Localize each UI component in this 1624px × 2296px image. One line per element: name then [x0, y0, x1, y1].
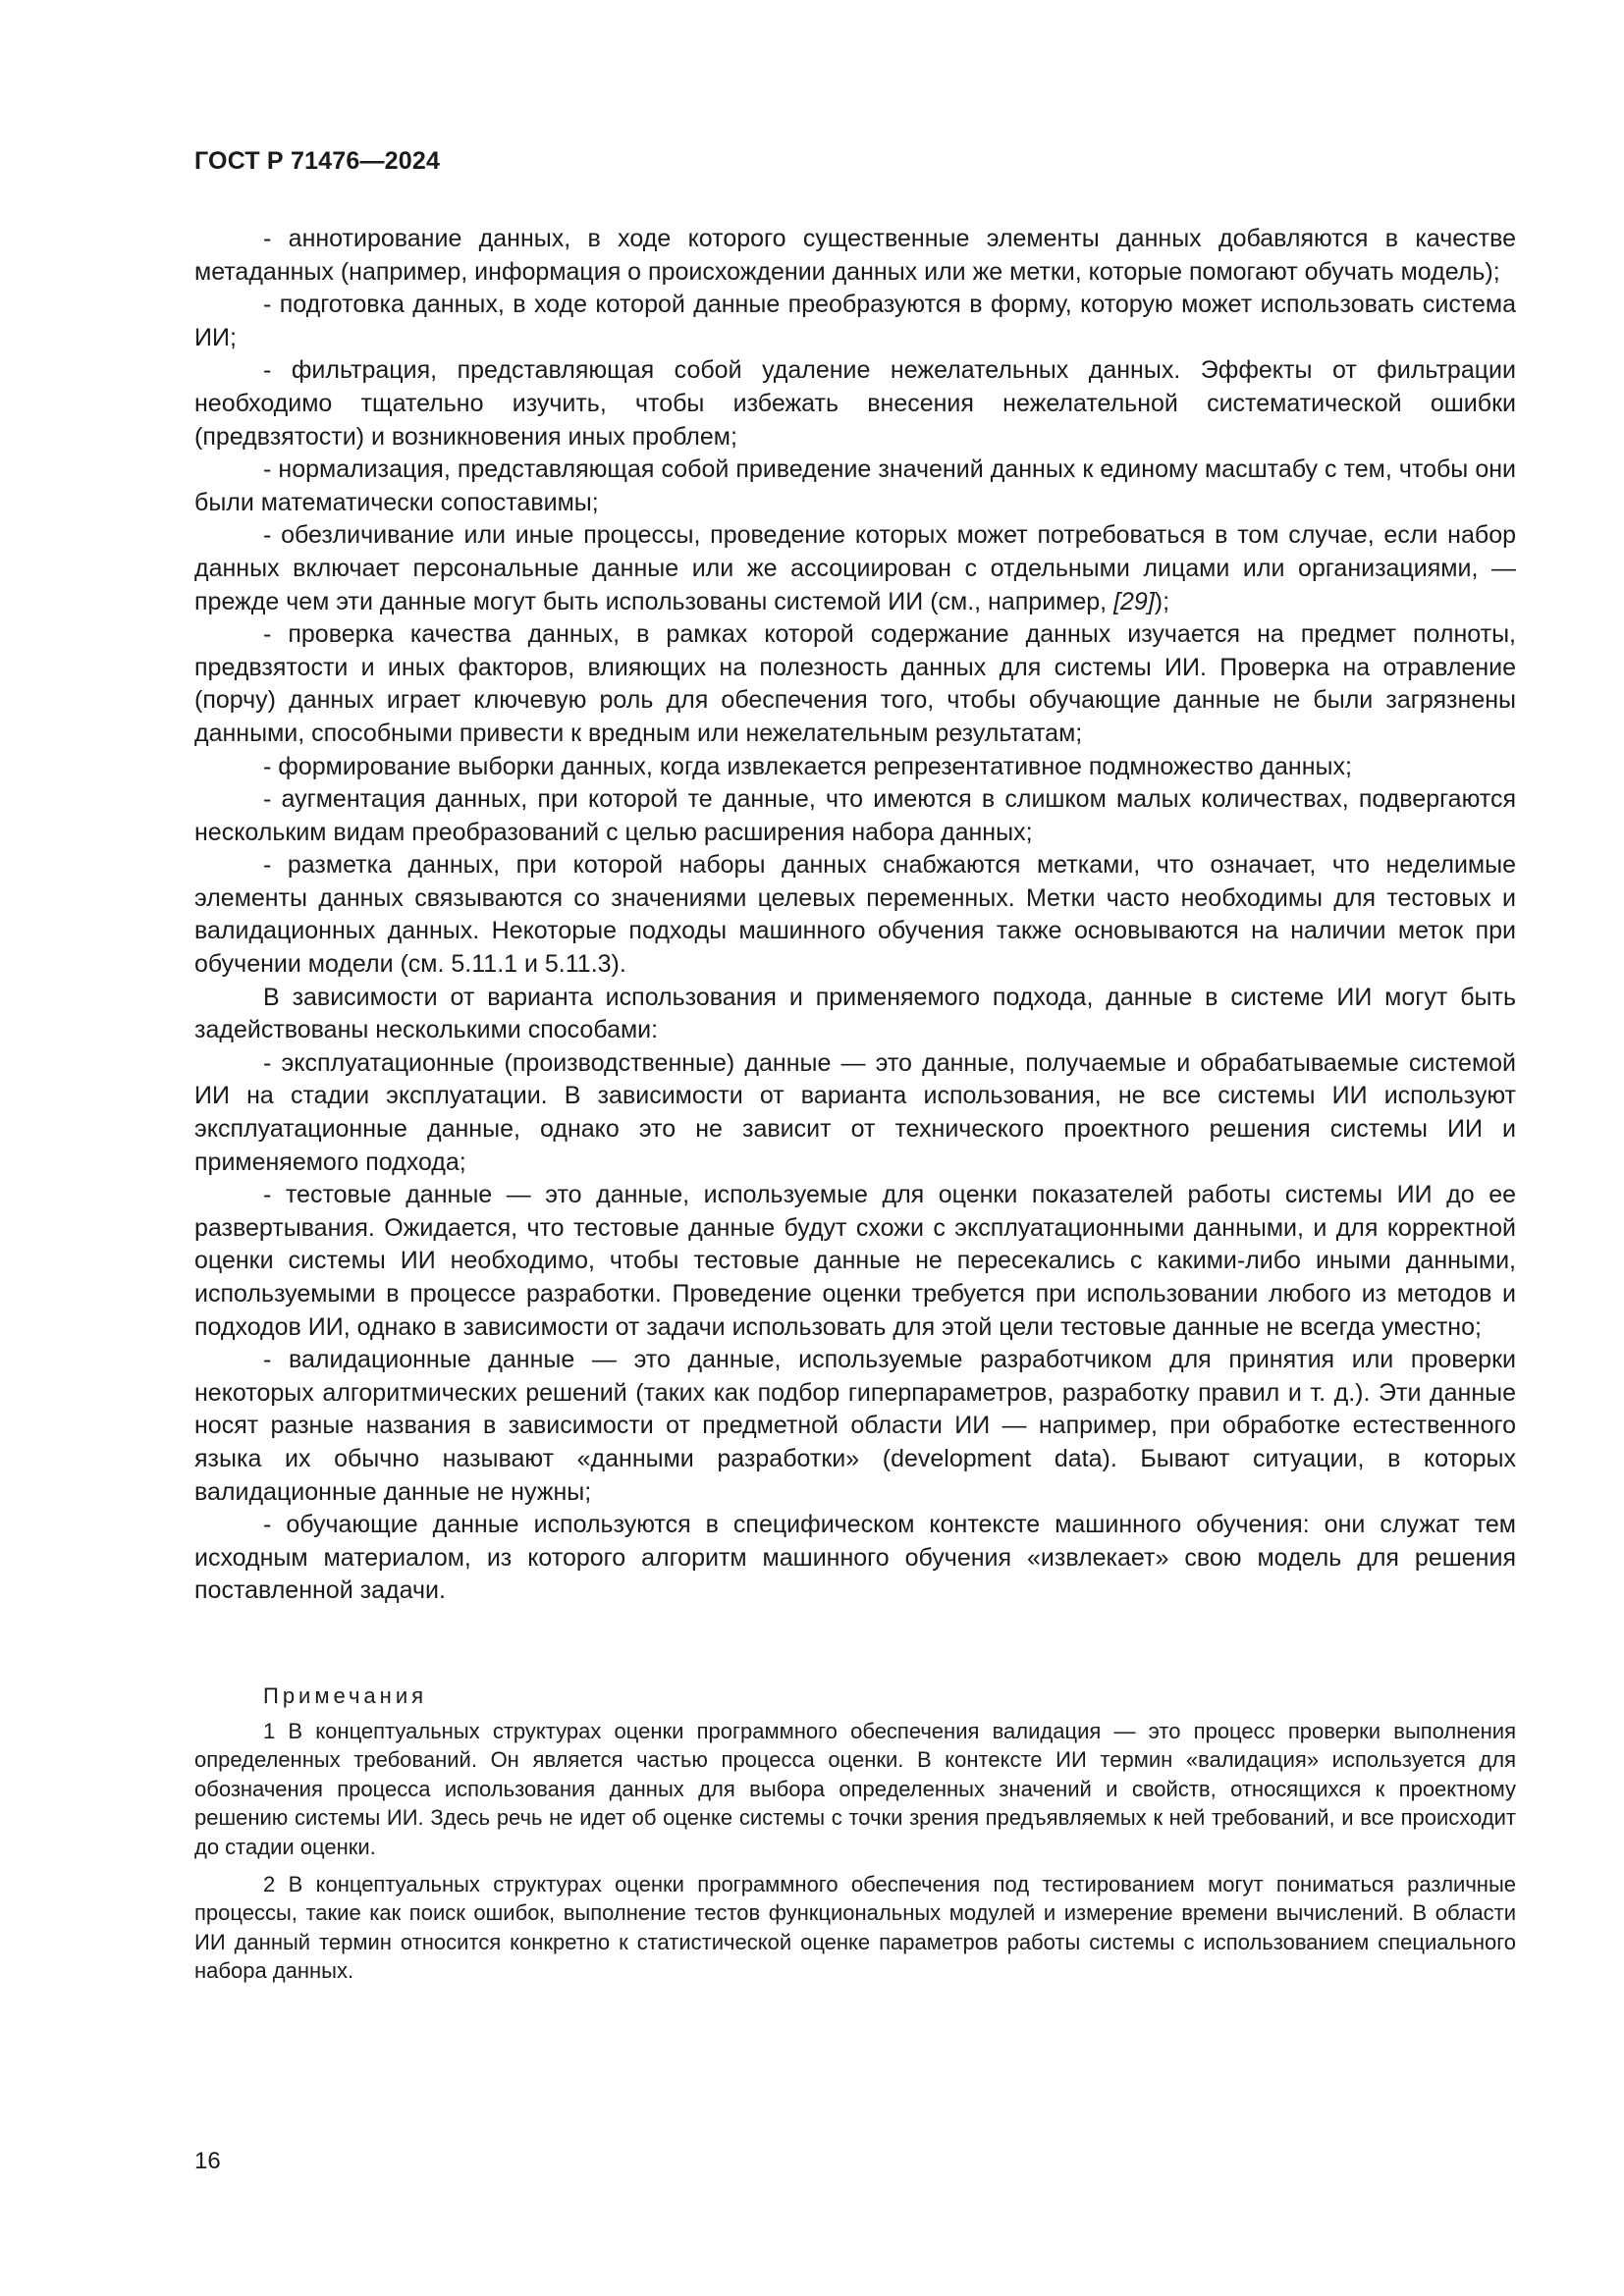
- paragraph-anonymization: [194, 519, 1516, 618]
- paragraph-labeling: - разметка данных, при которой наборы данных снабжаются метками, что означает, что неделимые элементы данных связываются со значениями целевых переменных. Метки часто необходимы для тестовых и валидационных данных. Некоторые подходы машинного обучения также основываются на наличии меток при обучении модели (см. 5.11.1 и 5.11.3).: [194, 851, 1516, 979]
- paragraph-test-data: - тестовые данные — это данные, используемые для оценки показателей работы системы ИИ до ее развертывания. Ожидается, что тестовые данные будут схожи с эксплуатационными данными, и для корректной оценки системы ИИ необходимо, чтобы тестовые данные не пересекались с какими-либо иными данными, используемыми в процессе разработки. Проведение оценки требуется при использовании любого из методов и подходов ИИ, однако в зависимости от задачи использовать для этой цели тестовые данные не всегда уместно;: [194, 1181, 1516, 1341]
- paragraph-production-data: - эксплуатационные (производственные) данные — это данные, получаемые и обрабатываемые системой ИИ на стадии эксплуатации. В зависимости от варианта использования, не все системы ИИ используют эксплуатационные данные, однако это не зависит от технического проектного решения системы ИИ и применяемого подхода;: [194, 1048, 1516, 1176]
- notes-title: Примечания: [263, 1683, 428, 1708]
- paragraph-preparation: - подготовка данных, в ходе которой данные преобразуются в форму, которую может использовать система ИИ;: [194, 291, 1516, 351]
- paragraph-filtering: - фильтрация, представляющая собой удаление нежелательных данных. Эффекты от фильтрации необходимо тщательно изучить, чтобы избежать внесения нежелательной систематической ошибки (предвзятости) и возникновения иных проблем;: [194, 356, 1516, 451]
- note-item: 2 В концептуальных структурах оценки программного обеспечения под тестированием могут пониматься различные процессы, такие как поиск ошибок, выполнение тестов функциональных модулей и измерение времени вычислений. В области ИИ данный термин относится конкретно к статистической оценке параметров работы системы с использованием специального набора данных.: [194, 1871, 1516, 1984]
- paragraph-anonymization-text: - обезличивание или иные процессы, проведение которых может потребоваться в том случае, если набор данных включает персональные данные или же ассоциирован с отдельными лицами или организациями, — прежде чем эти данные могут быть использованы системой ИИ (см., например,: [194, 521, 1516, 615]
- page-number: 16: [194, 2148, 221, 2174]
- paragraph-sampling: - формирование выборки данных, когда извлекается репрезентативное подмножество данных;: [263, 752, 1352, 780]
- notes-section: [194, 1682, 1516, 1994]
- body-text: [194, 223, 1516, 1608]
- reference-suffix: );: [1154, 587, 1170, 615]
- paragraph-quality-check: - проверка качества данных, в рамках которой содержание данных изучается на предмет полноты, предвзятости и иных факторов, влияющих на полезность данных для системы ИИ. Проверка на отравление (порчу) данных играет ключевую роль для обеспечения того, чтобы обучающие данные не были загрязнены данными, способными привести к вредным или нежелательным результатам;: [194, 620, 1516, 747]
- paragraph-data-usage-intro: В зависимости от варианта использования и применяемого подхода, данные в системе ИИ могут быть задействованы несколькими способами:: [194, 983, 1516, 1044]
- reference-link[interactable]: [29]: [1113, 587, 1155, 615]
- document-header-id: ГОСТ Р 71476—2024: [194, 147, 441, 175]
- paragraph-normalization: - нормализация, представляющая собой приведение значений данных к единому масштабу с тем, чтобы они были математически сопоставимы;: [194, 455, 1516, 516]
- paragraph-augmentation: - аугментация данных, при которой те данные, что имеются в слишком малых количествах, подвергаются нескольким видам преобразований с целью расширения набора данных;: [194, 785, 1516, 846]
- paragraph-training-data: - обучающие данные используются в специфическом контексте машинного обучения: они служат тем исходным материалом, из которого алгоритм машинного обучения «извлекает» свою модель для решения поставленной задачи.: [194, 1511, 1516, 1605]
- paragraph-validation-data: - валидационные данные — это данные, используемые разработчиком для принятия или проверки некоторых алгоритмических решений (таких как подбор гиперпараметров, разработку правил и т. д.). Эти данные носят разные названия в зависимости от предметной области ИИ — например, при обработке естественного языка их обычно называют «данными разработки» (development data). Бывают ситуации, в которых валидационные данные не нужны;: [194, 1346, 1516, 1506]
- paragraph-annotation: - аннотирование данных, в ходе которого существенные элементы данных добавляются в качестве метаданных (например, информация о происхождении данных или же метки, которые помогают обучать модель);: [194, 225, 1516, 286]
- note-item: 1 В концептуальных структурах оценки программного обеспечения валидация — это процесс проверки выполнения определенных требований. Он является частью процесса оценки. В контексте ИИ термин «валидация» используется для обозначения процесса использования данных для выбора определенных значений и свойств, относящихся к проектному решению системы ИИ. Здесь речь не идет об оценке системы с точки зрения предъявляемых к ней требований, и все происходит до стадии оценки.: [194, 1718, 1516, 1859]
